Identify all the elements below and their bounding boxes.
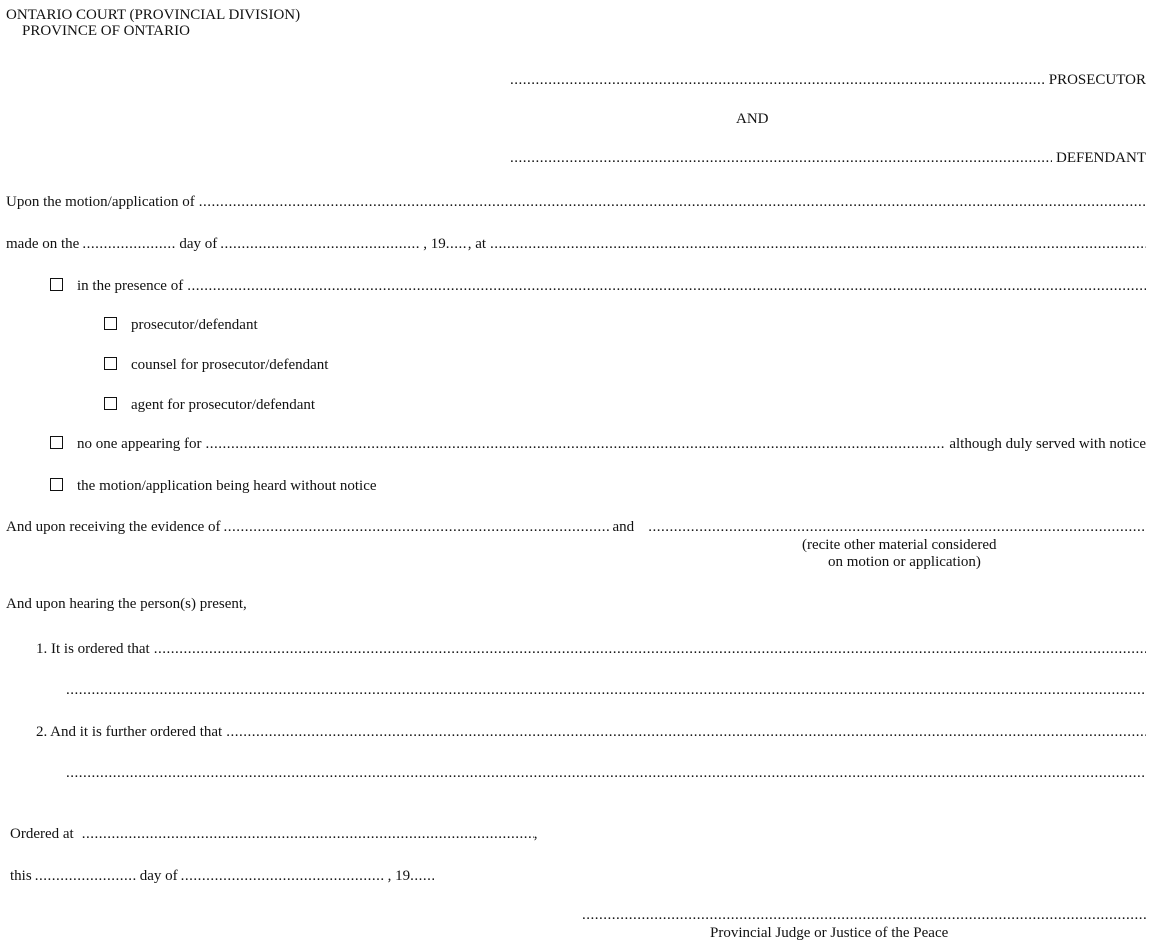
upon-hearing-text: And upon hearing the person(s) present,	[6, 596, 247, 612]
prosecutor-line	[510, 71, 1146, 89]
no-one-appearing-checkbox[interactable]	[50, 436, 63, 449]
evidence-line	[6, 518, 1146, 536]
order-1-line	[36, 640, 1146, 658]
order-2-line	[36, 723, 1146, 741]
made-on-line	[6, 235, 1146, 253]
court-name: ONTARIO COURT (PROVINCIAL DIVISION)	[6, 7, 301, 23]
ordered-date-line	[10, 867, 434, 885]
ordered-year-prefix: , 19	[387, 868, 411, 884]
in-presence-line	[50, 277, 1146, 295]
presence-option-1	[104, 316, 258, 334]
presence-option-label: counsel for prosecutor/defendant	[131, 357, 329, 373]
order-2-blank[interactable]	[226, 723, 1146, 741]
order-1-continuation	[66, 681, 1146, 699]
made-day-blank[interactable]	[82, 235, 176, 253]
presence-option-2	[104, 356, 328, 374]
order-2-continuation	[66, 764, 1146, 782]
prosecutor-name-blank[interactable]	[510, 71, 1045, 89]
in-presence-checkbox[interactable]	[50, 278, 63, 291]
no-one-appearing-line	[50, 435, 1146, 453]
ordered-this-label: this	[10, 868, 32, 884]
and-label: AND	[736, 111, 769, 127]
upon-motion-label: Upon the motion/application of	[6, 194, 195, 210]
signature-blank[interactable]	[582, 906, 1146, 924]
order-1-label: 1. It is ordered that	[36, 641, 150, 657]
in-presence-blank[interactable]	[187, 277, 1146, 295]
without-notice-label: the motion/application being heard without notice	[77, 478, 377, 494]
prosecutor-defendant-checkbox[interactable]	[104, 317, 117, 330]
in-presence-label: in the presence of	[77, 278, 184, 294]
ordered-place-blank[interactable]	[82, 825, 534, 843]
order-2-label: 2. And it is further ordered that	[36, 724, 223, 740]
other-material-blank[interactable]	[648, 518, 1146, 536]
ordered-at-line	[10, 825, 537, 843]
presence-option-label: agent for prosecutor/defendant	[131, 397, 316, 413]
ordered-at-label: Ordered at	[10, 826, 74, 842]
ordered-month-blank[interactable]	[181, 867, 385, 885]
order-1-continuation-blank[interactable]	[66, 681, 1146, 699]
prosecutor-label: PROSECUTOR	[1048, 72, 1146, 88]
ordered-comma: ,	[533, 826, 538, 842]
evidence-note-line1: (recite other material considered	[802, 537, 997, 553]
counsel-checkbox[interactable]	[104, 357, 117, 370]
made-place-blank[interactable]	[490, 235, 1146, 253]
duly-served-label: although duly served with notice	[949, 436, 1146, 452]
presence-option-label: prosecutor/defendant	[131, 317, 258, 333]
without-notice-checkbox[interactable]	[50, 478, 63, 491]
defendant-label: DEFENDANT	[1056, 150, 1146, 166]
agent-checkbox[interactable]	[104, 397, 117, 410]
made-at-label: , at	[467, 236, 487, 252]
signature-label: Provincial Judge or Justice of the Peace	[710, 925, 949, 941]
applicant-blank[interactable]	[199, 193, 1146, 211]
made-on-label: made on the	[6, 236, 80, 252]
presence-option-3	[104, 396, 315, 414]
evidence-and-label: and	[612, 519, 635, 535]
order-2-continuation-blank[interactable]	[66, 764, 1146, 782]
made-year-prefix: , 19	[423, 236, 446, 252]
upon-receiving-label: And upon receiving the evidence of	[6, 519, 221, 535]
ordered-year-blank[interactable]	[410, 867, 434, 885]
made-day-of-label: day of	[179, 236, 218, 252]
order-1-blank[interactable]	[154, 640, 1146, 658]
evidence-note-line2: on motion or application)	[828, 554, 981, 570]
defendant-name-blank[interactable]	[510, 149, 1052, 167]
ordered-day-blank[interactable]	[35, 867, 137, 885]
made-month-blank[interactable]	[220, 235, 420, 253]
motion-line	[6, 193, 1146, 211]
no-one-appearing-blank[interactable]	[206, 435, 946, 453]
made-year-blank[interactable]	[446, 235, 468, 253]
evidence-of-blank[interactable]	[224, 518, 610, 536]
signature-line	[582, 906, 1146, 924]
ordered-day-of-label: day of	[139, 868, 178, 884]
defendant-line	[510, 149, 1146, 167]
no-one-appearing-label: no one appearing for	[77, 436, 202, 452]
without-notice-line	[50, 477, 377, 495]
province-name: PROVINCE OF ONTARIO	[22, 23, 190, 39]
